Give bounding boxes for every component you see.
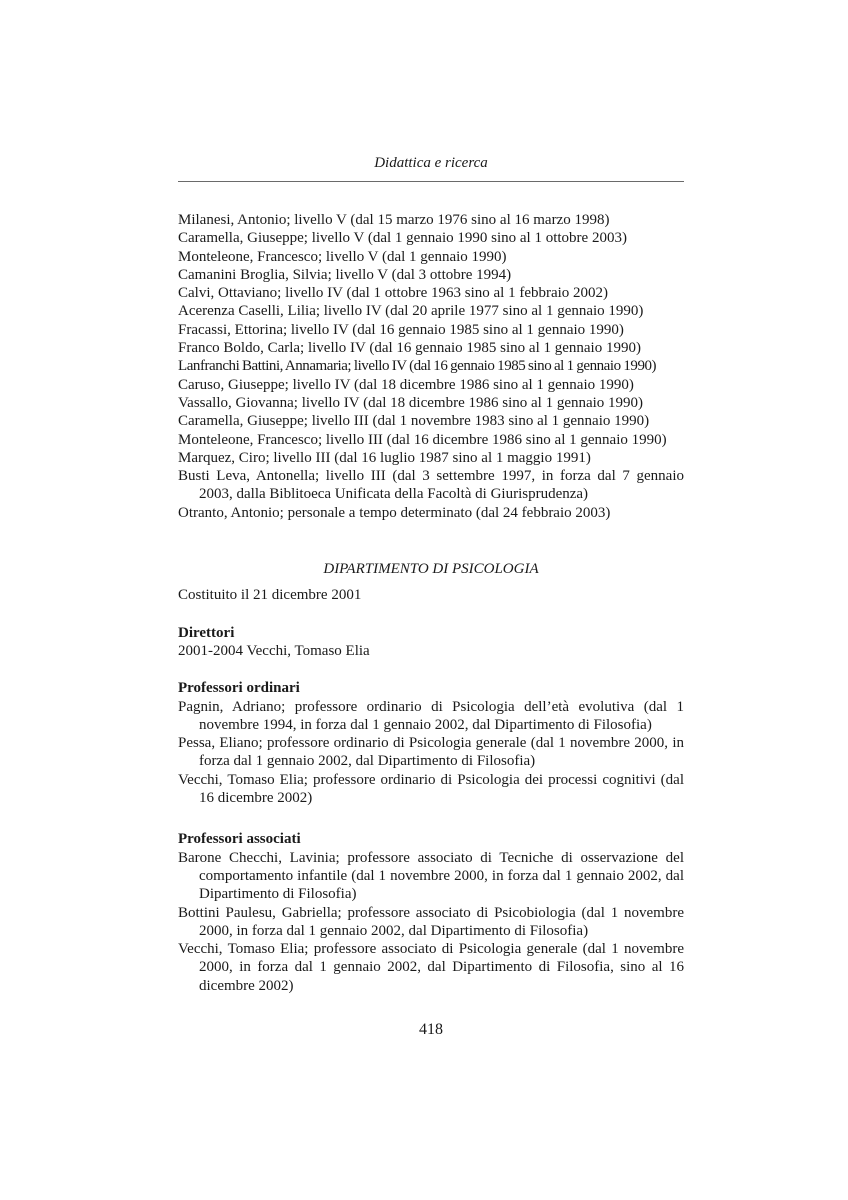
professor-entry: Barone Checchi, Lavinia; professore associato di Tecniche di osservazione del comportamento infantile (dal 1 novembre 2000, in forza dal 1 gennaio 2002, dal Dipartimento di Filosofia) (178, 849, 684, 903)
staff-entry: Caramella, Giuseppe; livello V (dal 1 gennaio 1990 sino al 1 ottobre 2003) (178, 230, 627, 247)
staff-entry: Caruso, Giuseppe; livello IV (dal 18 dicembre 1986 sino al 1 gennaio 1990) (178, 376, 634, 393)
professor-entry: Pagnin, Adriano; professore ordinario di Psicologia dell’età evolutiva (dal 1 novembre 1994, in forza dal 1 gennaio 2002, dal Dipartimento di Filosofia) (178, 698, 684, 733)
staff-list (178, 211, 684, 522)
staff-entry: Otranto, Antonio; personale a tempo determinato (dal 24 febbraio 2003) (178, 504, 611, 521)
staff-entry: Busti Leva, Antonella; livello III (dal 3 settembre 1997, in forza dal 7 gennaio 2003, dalla Biblitoeca Unificata della Facoltà di Giurisprudenza) (178, 468, 684, 503)
staff-entry: Caramella, Giuseppe; livello III (dal 1 novembre 1983 sino al 1 gennaio 1990) (178, 413, 650, 430)
staff-entry: Vassallo, Giovanna; livello IV (dal 18 dicembre 1986 sino al 1 gennaio 1990) (178, 394, 644, 411)
director-entry: 2001-2004 Vecchi, Tomaso Elia (178, 642, 370, 659)
staff-entry: Monteleone, Francesco; livello V (dal 1 gennaio 1990) (178, 248, 507, 265)
staff-entry: Monteleone, Francesco; livello III (dal 16 dicembre 1986 sino al 1 gennaio 1990) (178, 431, 667, 448)
section-heading-full-professors: Professori ordinari (178, 680, 300, 697)
staff-entry: Franco Boldo, Carla; livello IV (dal 16 gennaio 1985 sino al 1 gennaio 1990) (178, 340, 641, 357)
page-number: 418 (419, 1021, 443, 1038)
staff-entry: Calvi, Ottaviano; livello IV (dal 1 ottobre 1963 sino al 1 febbraio 2002) (178, 285, 609, 302)
staff-entry: Marquez, Ciro; livello III (dal 16 luglio 1987 sino al 1 maggio 1991) (178, 449, 591, 466)
staff-entry: Fracassi, Ettorina; livello IV (dal 16 gennaio 1985 sino al 1 gennaio 1990) (178, 321, 624, 338)
professor-entry: Pessa, Eliano; professore ordinario di Psicologia generale (dal 1 novembre 2000, in forza dal 1 gennaio 2002, dal Dipartimento di Filosofia) (178, 735, 684, 770)
staff-entry: Acerenza Caselli, Lilia; livello IV (dal 20 aprile 1977 sino al 1 gennaio 1990) (178, 303, 644, 320)
professor-entry: Bottini Paulesu, Gabriella; professore associato di Psicobiologia (dal 1 novembre 2000, in forza dal 1 gennaio 2002, dal Dipartimento di Filosofia) (178, 904, 684, 939)
professor-entry: Vecchi, Tomaso Elia; professore associato di Psicologia generale (dal 1 novembre 2000, in forza dal 1 gennaio 2002, dal Dipartimento di Filosofia, sino al 16 dicembre 2002) (178, 941, 684, 994)
section-heading-directors: Direttori (178, 624, 235, 641)
running-head: Didattica e ricerca (374, 155, 488, 171)
section-heading-associate-professors: Professori associati (178, 831, 301, 848)
header-rule (178, 181, 684, 182)
page-content (178, 211, 684, 995)
staff-entry: Lanfranchi Battini, Annamaria; livello IV (dal 16 gennaio 1985 sino al 1 gennaio 1990) (178, 358, 657, 375)
department-founded: Costituito il 21 dicembre 2001 (178, 587, 362, 604)
professor-entry: Vecchi, Tomaso Elia; professore ordinario di Psicologia dei processi cognitivi (dal 16 dicembre 2002) (178, 771, 684, 807)
staff-entry: Camanini Broglia, Silvia; livello V (dal 3 ottobre 1994) (178, 266, 512, 283)
department-title: DIPARTIMENTO DI PSICOLOGIA (323, 561, 539, 578)
staff-entry: Milanesi, Antonio; livello V (dal 15 marzo 1976 sino al 16 marzo 1998) (178, 212, 610, 228)
